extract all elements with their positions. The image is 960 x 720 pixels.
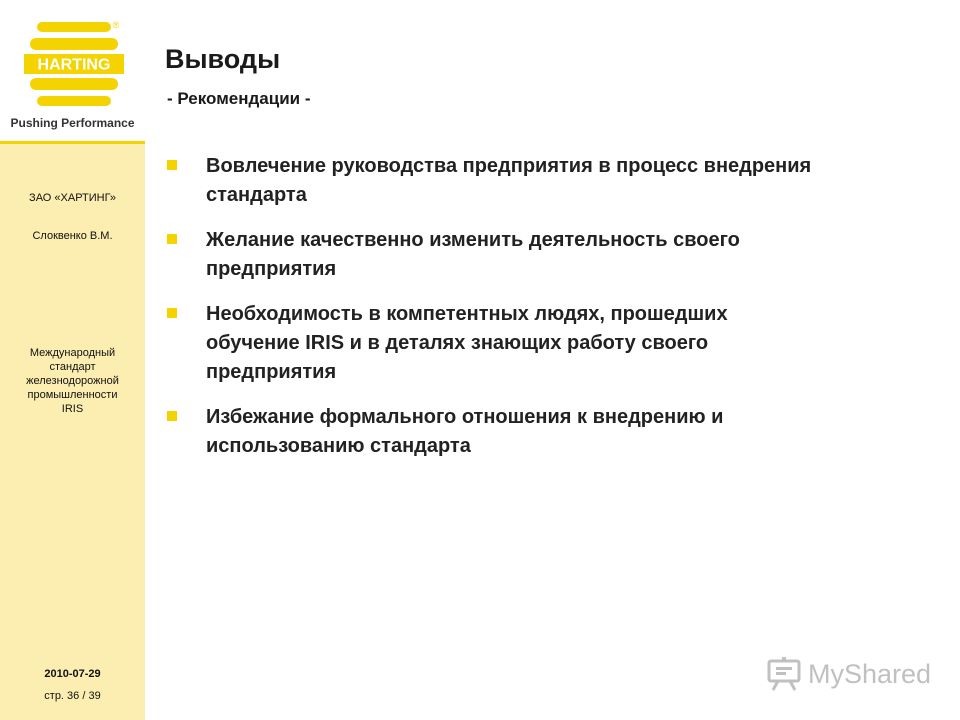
bullet-line: Избежание формального отношения к внедрению и xyxy=(206,406,724,428)
registered-mark: ® xyxy=(112,20,120,30)
company-name: ЗАО «ХАРТИНГ» xyxy=(29,192,116,204)
bullet-line: предприятия xyxy=(206,258,337,280)
project-line: Международный xyxy=(29,347,116,359)
square-bullet-icon xyxy=(167,234,177,244)
watermark xyxy=(766,657,936,693)
bullet-line: Необходимость в компетентных людях, прошедших xyxy=(206,303,728,325)
harting-logo xyxy=(24,18,124,112)
bullet-line: использованию стандарта xyxy=(206,435,471,457)
bullet-line: предприятия xyxy=(206,361,337,383)
list-item xyxy=(167,226,947,284)
project-line: железнодорожной xyxy=(26,375,119,387)
list-item xyxy=(167,152,947,210)
bullet-line: стандарта xyxy=(206,184,307,206)
sidebar xyxy=(0,0,145,720)
square-bullet-icon xyxy=(167,308,177,318)
list-item xyxy=(167,300,947,387)
bullet-line: Желание качественно изменить деятельность своего xyxy=(206,229,740,251)
logo-brand: HARTING xyxy=(37,56,111,74)
project-line: стандарт xyxy=(49,361,96,373)
bullet-line: Вовлечение руководства предприятия в процесс внедрения xyxy=(206,155,812,177)
list-item xyxy=(167,403,947,461)
presentation-board-icon xyxy=(766,657,802,691)
bullet-line: обучение IRIS и в деталях знающих работу своего xyxy=(206,332,709,354)
project-line: IRIS xyxy=(61,403,84,415)
bullet-list xyxy=(167,152,947,477)
page-title: Выводы xyxy=(165,44,281,74)
logo-area xyxy=(0,0,145,144)
square-bullet-icon xyxy=(167,160,177,170)
watermark-text: MyShared xyxy=(808,659,932,689)
logo-divider xyxy=(0,141,145,144)
logo-tagline: Pushing Performance xyxy=(10,116,135,130)
project-line: промышленности xyxy=(27,389,118,401)
project-description xyxy=(0,346,145,416)
author-name: Слоквенко В.М. xyxy=(32,230,113,242)
square-bullet-icon xyxy=(167,411,177,421)
page-number: стр. 36 / 39 xyxy=(44,690,101,702)
page-subtitle: - Рекомендации - xyxy=(167,89,311,108)
slide-date: 2010-07-29 xyxy=(44,668,101,680)
